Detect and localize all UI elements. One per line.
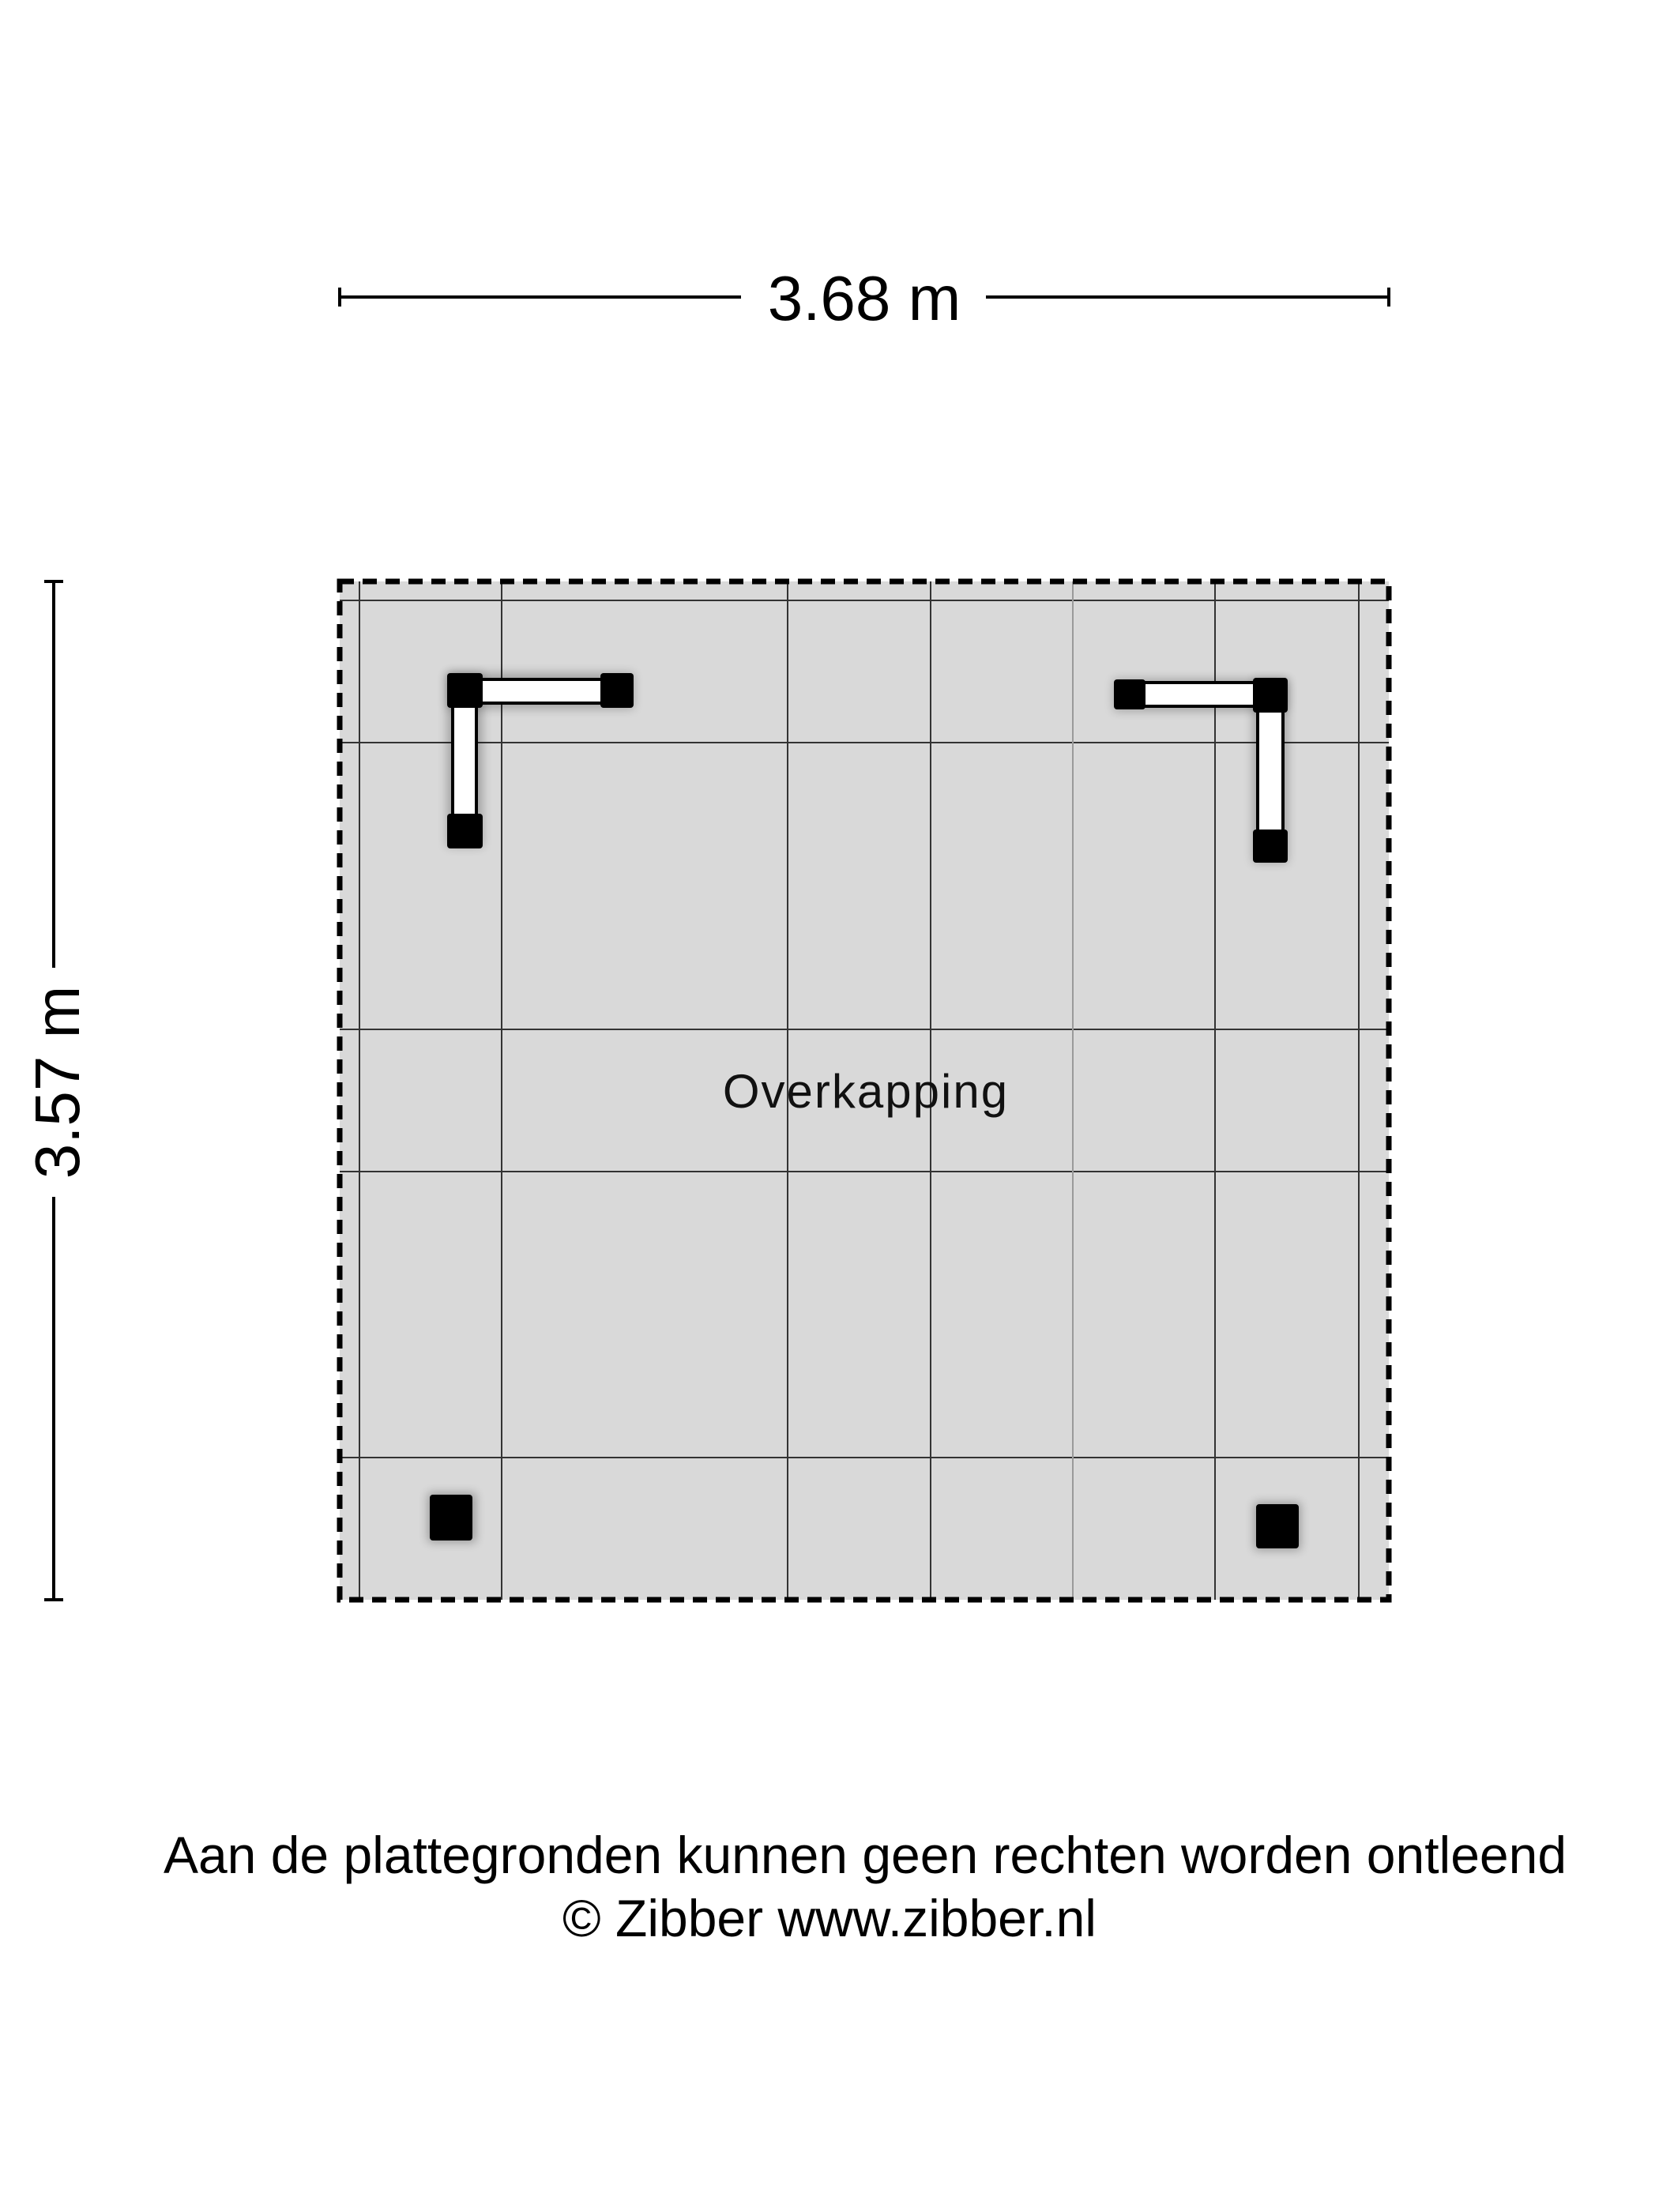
- post-bottom-right: [1255, 1503, 1300, 1550]
- width-label: 3.68 m: [767, 263, 961, 333]
- disclaimer-text: Aan de plattegronden kunnen geen rechten worden ontleend: [163, 1826, 1567, 1884]
- height-dimension: [22, 581, 92, 1600]
- post-bottom-left: [428, 1493, 476, 1542]
- copyright-text: © Zibber www.zibber.nl: [562, 1889, 1097, 1947]
- height-label: 3.57 m: [22, 985, 92, 1179]
- room-label: Overkapping: [722, 1065, 1010, 1118]
- width-dimension: [340, 263, 1389, 333]
- room-overkapping: [340, 581, 1389, 1600]
